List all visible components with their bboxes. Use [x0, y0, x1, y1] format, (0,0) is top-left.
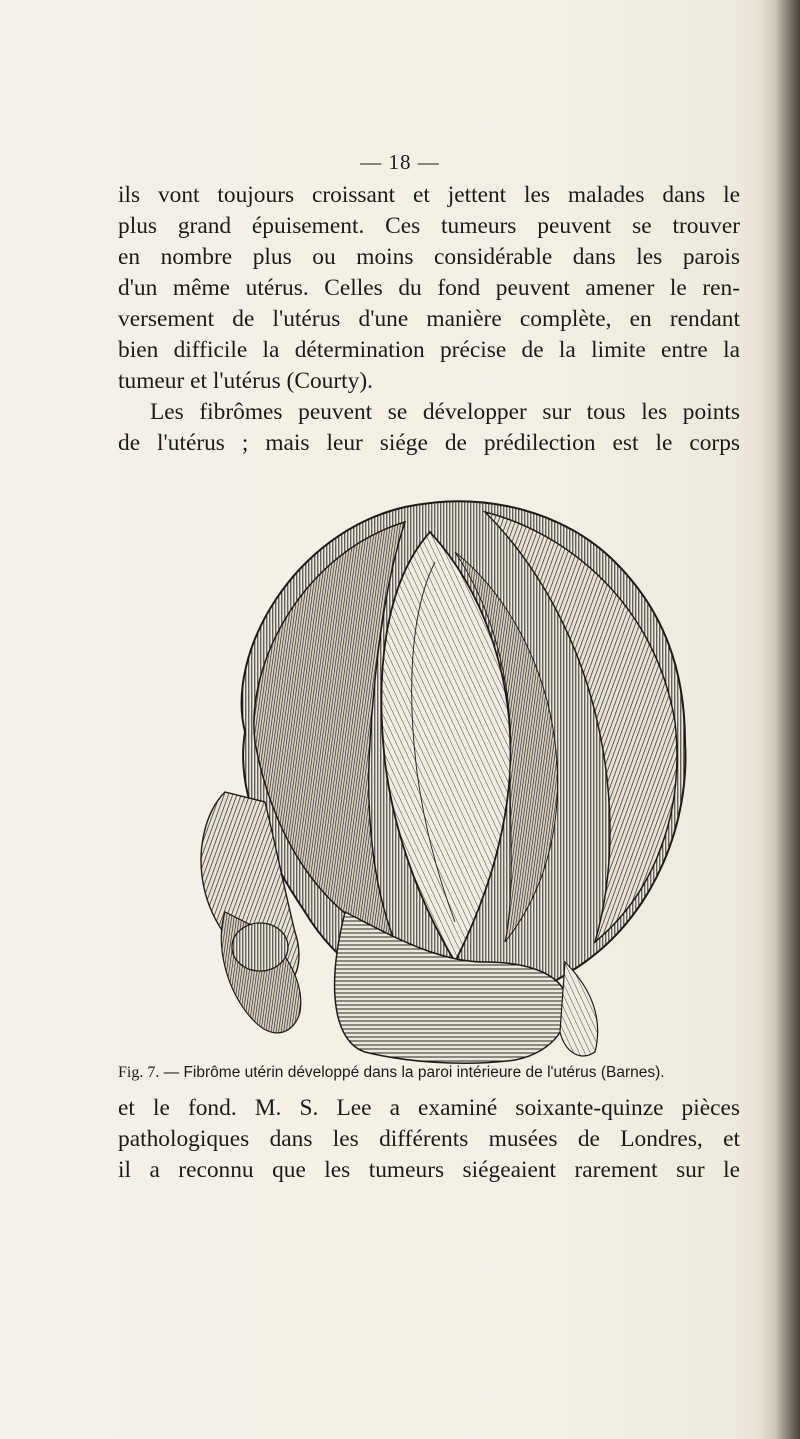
- figure-caption-text: — Fibrôme utérin développé dans la paroi intérieure de l'utérus (Barnes).: [163, 1064, 665, 1081]
- text-line: versement de l'utérus d'une manière complète, en rendant: [118, 306, 740, 332]
- text-line: d'un même utérus. Celles du fond peuvent amener le ren-: [118, 275, 740, 301]
- text-line: ils vont toujours croissant et jettent les malades dans le: [118, 182, 740, 208]
- text-line: tumeur et l'utérus (Courty).: [118, 368, 373, 394]
- text-line: il a reconnu que les tumeurs siégeaient rarement sur le: [118, 1157, 740, 1183]
- fibroid-engraving-illustration: [185, 492, 705, 1072]
- book-spine-shadow: [760, 0, 800, 1439]
- text-line: et le fond. M. S. Lee a examiné soixante-quinze pièces: [118, 1095, 740, 1121]
- page-number: — 18 —: [360, 150, 440, 174]
- text-line: bien difficile la détermination précise de la limite entre la: [118, 337, 740, 363]
- figure-caption: [118, 1064, 740, 1082]
- text-line: Les fibrômes peuvent se développer sur tous les points: [150, 399, 740, 425]
- body-text-bottom: [118, 1093, 740, 1186]
- figure-label: Fig. 7.: [118, 1064, 160, 1081]
- text-line: pathologiques dans les différents musées de Londres, et: [118, 1126, 740, 1152]
- body-text-top: [118, 180, 740, 459]
- text-line: de l'utérus ; mais leur siége de prédilection est le corps: [118, 430, 740, 456]
- text-line: plus grand épuisement. Ces tumeurs peuvent se trouver: [118, 213, 740, 239]
- text-line: en nombre plus ou moins considérable dans les parois: [118, 244, 740, 270]
